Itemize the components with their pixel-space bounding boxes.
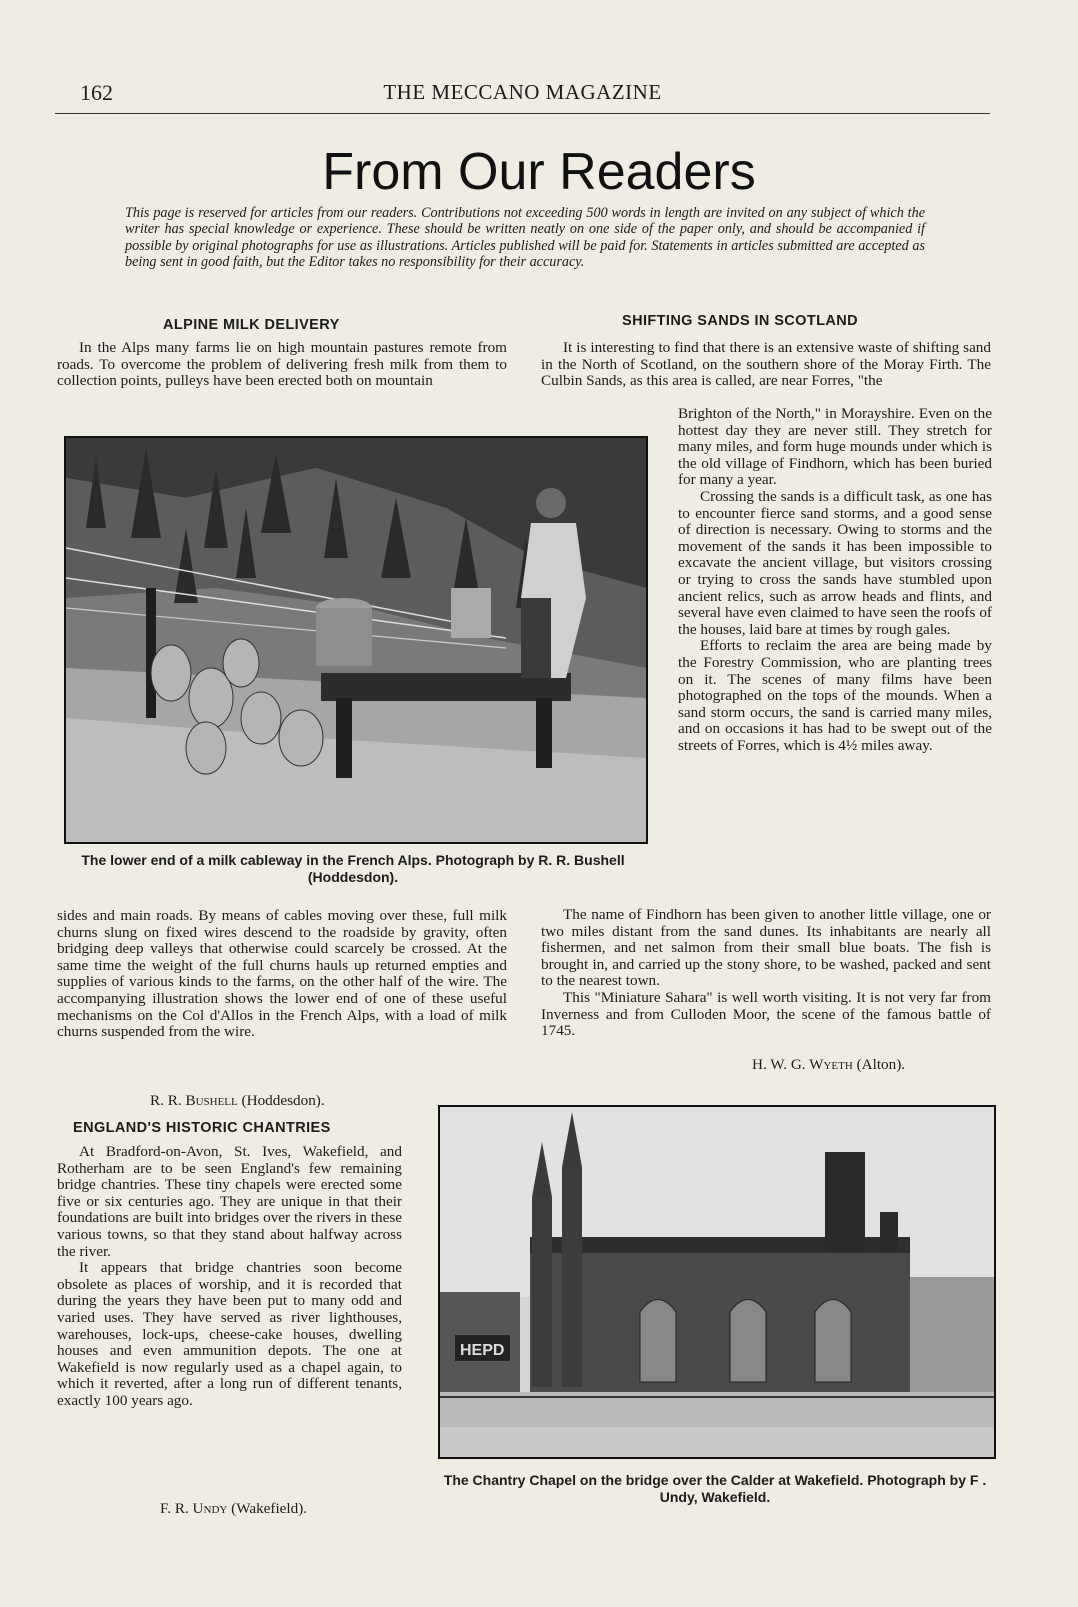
page-header [55,78,990,110]
chantry-chapel-image [440,1107,994,1457]
chantries-author-name: F. R. Undy [160,1500,228,1517]
intro-paragraph: This page is reserved for articles from our readers. Contributions not exceeding 500 words in length are invited on any subject of which the writer has special knowledge or experience. These should be written neatly on one side of the paper only, and should be accompanied if possible by original photographs for use as illustrations. Articles published will be paid for. Statements in articles submitted are accepted as being sent in good faith, but the Editor takes no responsibility for their accuracy. [125,205,925,271]
sands-author-place: (Alton). [856,1056,906,1073]
alpine-body-top [57,340,507,390]
chantries-signature [160,1500,307,1518]
sands-author-name: H. W. G. Wyeth [752,1056,853,1073]
sands-paragraph-3: Efforts to reclaim the area are being made by the Forestry Commission, who are planting trees on it. The scenes of many films have been photographed on the tops of the mounds. When a sand storm occurs, the sand is carried many miles, and on occasions it has had to be swept out of the streets of Forres, which is 4½ miles away. [678,637,992,754]
milk-cableway-caption: The lower end of a milk cableway in the French Alps. Photograph by R. R. Bushell (Hoddesdon). [81,852,625,885]
sands-signature [752,1056,905,1074]
sands-body-narrow [678,406,992,754]
alpine-paragraph-1-cont: sides and main roads. By means of cables moving over these, full milk churns slung on fixed wires descend to the roadside by gravity, often bridging deep valleys that otherwise could scarcely be crossed. At the same time the weight of the full churns hauls up returned empties and supplies of various kinds to the farms, on the other half of the wire. The accompanying illustration shows the lower end of one of these useful mechanisms on the Col d'Allos in the French Alps, with a load of milk churns suspended from the wire. [57,907,507,1041]
sands-heading: SHIFTING SANDS IN SCOTLAND [622,313,858,329]
sands-paragraph-2: Crossing the sands is a difficult task, as one has to encounter fierce sand storms, and a good sense of direction is necessary. Owing to storms and the movement of the sands it has been impossible to excavate the ancient village, but visitors crossing or trying to cross the sands have stumbled upon ancient relics, such as arrow heads and flints, and several have even claimed to have seen the roofs of the houses, laid bare at times by rough gales. [678,487,992,638]
sands-paragraph-1: It is interesting to find that there is an extensive waste of shifting sand in the North of Scotland, on the southern shore of the Moray Firth. The Culbin Sands, as this area is called, are near Forres, "the [541,339,991,390]
header-rule [55,113,990,114]
magazine-title: THE MECCANO MAGAZINE [383,80,662,104]
sands-paragraph-5: This "Miniature Sahara" is well worth visiting. It is not very far from Inverness and from Culloden Moor, the scene of the famous battle of 1745. [541,988,991,1040]
hepd-sign: HEPD [460,1342,505,1359]
sands-paragraph-4: The name of Findhorn has been given to another little village, one or two miles distant from the sand dunes. Its inhabitants are nearly all fishermen, and net salmon from their small blue boats. The fish is brought in, and carried up the stony shore, to be washed, packed and sent to the nearest town. [541,906,991,990]
chantries-heading: ENGLAND'S HISTORIC CHANTRIES [73,1120,331,1136]
sands-paragraph-1-cont: Brighton of the North," in Morayshire. Even on the hottest day they are never still. They stretch for many miles, and form huge mounds under which is the old village of Findhorn, which has been buried for many a year. [678,405,992,489]
alpine-author-name: R. R. Bushell [150,1092,238,1109]
milk-cableway-photo [64,436,648,844]
chantries-author-place: (Wakefield). [231,1500,308,1517]
sands-body-bottom [541,907,991,1040]
alpine-signature [150,1092,325,1110]
alpine-author-place: (Hoddesdon). [241,1092,325,1109]
chantries-paragraph-2: It appears that bridge chantries soon become obsolete as places of worship, and it is recorded that during the years they have been put to many odd and varied uses. They have served as river lighthouses, warehouses, lock-ups, cheese-cake houses, dwelling houses and even ammunition depots. The one at Wakefield is now regularly used as a chapel again, to which it reverted, after a long run of different tenants, exactly 100 years ago. [57,1259,402,1409]
chantry-chapel-caption: The Chantry Chapel on the bridge over the Calder at Wakefield. Photograph by F . Undy, Wakefield. [443,1472,987,1505]
page-title: From Our Readers [322,143,756,201]
sands-body-top [541,340,991,390]
chantries-body [57,1144,402,1410]
alpine-heading: ALPINE MILK DELIVERY [163,317,340,333]
milk-cableway-image [66,438,646,842]
chantry-chapel-photo [438,1105,996,1459]
page-number: 162 [80,80,113,105]
chantries-paragraph-1: At Bradford-on-Avon, St. Ives, Wakefield, and Rotherham are to be seen England's few remaining bridge chantries. These tiny chapels were erected some five or six centuries ago. They are unique in that their foundations are built into bridges over the rivers in these various towns, so that they stand about halfway across the river. [57,1143,402,1260]
alpine-paragraph-1: In the Alps many farms lie on high mountain pastures remote from roads. To overcome the problem of delivering fresh milk from them to collection points, pulleys have been erected both on mountain [57,339,507,390]
alpine-body-bottom [57,908,507,1041]
